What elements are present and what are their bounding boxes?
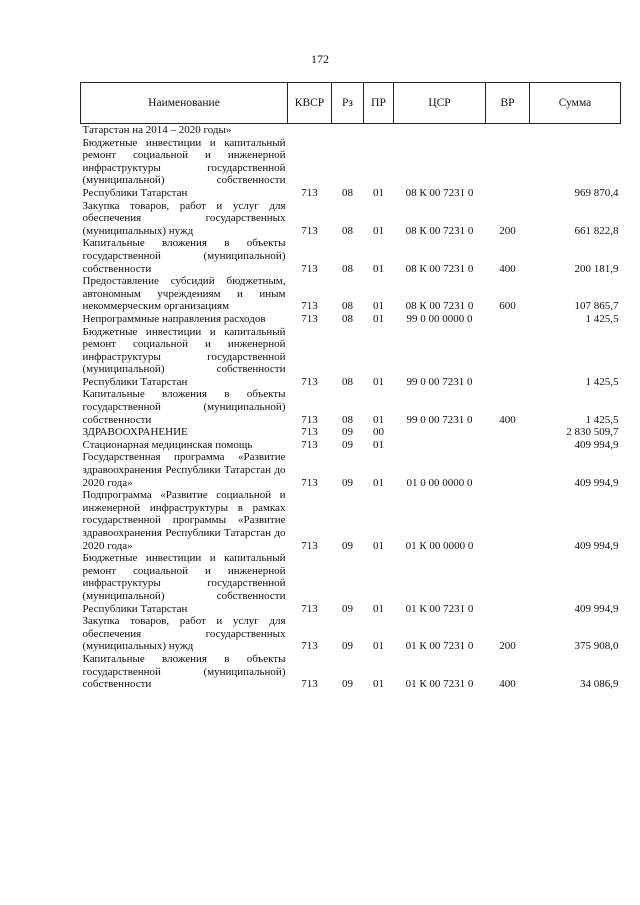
cell-rz: 08 bbox=[342, 300, 353, 313]
cell-kvsr: 713 bbox=[301, 438, 318, 451]
table-row bbox=[81, 124, 621, 137]
header-csr: ЦСР bbox=[394, 83, 486, 124]
table-row bbox=[81, 426, 621, 439]
cell-pr: 01 bbox=[373, 438, 384, 451]
cell-kvsr: 713 bbox=[301, 186, 318, 199]
cell-pr: 01 bbox=[373, 224, 384, 237]
header-rz: Рз bbox=[332, 83, 364, 124]
cell-csr: 01 К 00 7231 0 bbox=[405, 602, 474, 615]
cell-kvsr: 713 bbox=[301, 312, 318, 325]
cell-csr: 08 К 00 7231 0 bbox=[405, 300, 474, 313]
cell-kvsr: 713 bbox=[301, 262, 318, 275]
cell-csr: 99 0 00 7231 0 bbox=[406, 375, 473, 388]
cell-rz: 09 bbox=[342, 426, 353, 439]
cell-csr bbox=[394, 426, 486, 439]
cell-name: Закупка товаров, работ и услуг для обеспечения государственных (муниципальных) нужд bbox=[82, 199, 286, 237]
cell-rz: 08 bbox=[342, 224, 353, 237]
cell-name: Государственная программа «Развитие здравоохранения Республики Татарстан до 2020 года» bbox=[82, 451, 286, 489]
cell-name: Предоставление субсидий бюджетным, автономным учреждениям и иным некоммерческим организациям bbox=[82, 275, 286, 313]
cell-vr bbox=[486, 326, 530, 389]
cell-kvsr: 713 bbox=[301, 413, 318, 426]
cell-kvsr bbox=[288, 124, 332, 137]
cell-sum: 1 425,5 bbox=[585, 312, 619, 325]
cell-sum: 409 994,9 bbox=[574, 539, 619, 552]
cell-csr: 99 0 00 7231 0 bbox=[406, 413, 473, 426]
page-number: 172 bbox=[311, 52, 329, 66]
cell-sum: 200 181,9 bbox=[574, 262, 619, 275]
cell-name: Бюджетные инвестиции и капитальный ремонт социальной и инженерной инфраструктуры государственной (муниципальной) собственности Республики Татарстан bbox=[82, 136, 286, 199]
cell-vr: 400 bbox=[499, 678, 516, 691]
cell-csr: 08 К 00 7231 0 bbox=[405, 186, 474, 199]
cell-csr: 01 К 00 0000 0 bbox=[405, 539, 474, 552]
cell-pr: 01 bbox=[373, 413, 384, 426]
table-row bbox=[81, 388, 621, 426]
cell-pr: 01 bbox=[373, 375, 384, 388]
table-row bbox=[81, 439, 621, 452]
cell-sum: 409 994,9 bbox=[574, 438, 619, 451]
cell-csr: 01 К 00 7231 0 bbox=[405, 678, 474, 691]
cell-sum: 969 870,4 bbox=[574, 186, 619, 199]
cell-pr: 01 bbox=[373, 678, 384, 691]
cell-rz: 09 bbox=[342, 438, 353, 451]
cell-kvsr: 713 bbox=[301, 539, 318, 552]
cell-rz: 08 bbox=[342, 312, 353, 325]
table-header-row bbox=[81, 83, 621, 124]
cell-sum: 409 994,9 bbox=[574, 602, 619, 615]
cell-vr: 600 bbox=[499, 300, 516, 313]
cell-vr: 200 bbox=[499, 224, 516, 237]
cell-vr: 400 bbox=[499, 413, 516, 426]
cell-vr bbox=[486, 489, 530, 552]
cell-pr: 01 bbox=[373, 539, 384, 552]
cell-sum: 409 994,9 bbox=[574, 476, 619, 489]
cell-rz: 09 bbox=[342, 602, 353, 615]
cell-vr bbox=[486, 439, 530, 452]
header-name: Наименование bbox=[81, 83, 288, 124]
cell-kvsr: 713 bbox=[301, 426, 318, 439]
table-row bbox=[81, 275, 621, 313]
table-row bbox=[81, 326, 621, 389]
cell-sum: 661 822,8 bbox=[574, 224, 619, 237]
cell-name: Непрограммные направления расходов bbox=[82, 312, 266, 325]
cell-kvsr: 713 bbox=[301, 224, 318, 237]
cell-kvsr: 713 bbox=[301, 476, 318, 489]
cell-rz: 09 bbox=[342, 539, 353, 552]
cell-sum: 375 908,0 bbox=[574, 640, 619, 653]
cell-name: Татарстан на 2014 – 2020 годы» bbox=[82, 124, 232, 136]
cell-kvsr: 713 bbox=[301, 678, 318, 691]
cell-vr bbox=[486, 313, 530, 326]
table-row bbox=[81, 313, 621, 326]
cell-rz bbox=[332, 124, 364, 137]
cell-name: Бюджетные инвестиции и капитальный ремонт социальной и инженерной инфраструктуры государственной (муниципальной) собственности Республики Татарстан bbox=[82, 325, 286, 388]
cell-pr: 01 bbox=[373, 602, 384, 615]
cell-pr: 01 bbox=[373, 262, 384, 275]
cell-csr: 01 К 00 7231 0 bbox=[405, 640, 474, 653]
cell-rz: 09 bbox=[342, 640, 353, 653]
cell-sum: 1 425,5 bbox=[585, 413, 619, 426]
cell-name: Капитальные вложения в объекты государственной (муниципальной) собственности bbox=[82, 652, 286, 691]
cell-vr bbox=[486, 451, 530, 489]
cell-kvsr: 713 bbox=[301, 300, 318, 313]
cell-vr: 400 bbox=[499, 262, 516, 275]
cell-pr bbox=[364, 124, 394, 137]
table-row bbox=[81, 200, 621, 238]
cell-sum: 34 086,9 bbox=[580, 678, 619, 691]
table-row bbox=[81, 489, 621, 552]
cell-sum bbox=[530, 124, 621, 137]
table-row bbox=[81, 615, 621, 653]
cell-vr bbox=[486, 552, 530, 615]
cell-rz: 08 bbox=[342, 186, 353, 199]
cell-csr: 08 К 00 7231 0 bbox=[405, 224, 474, 237]
header-kvsr: КВСР bbox=[288, 83, 332, 124]
cell-pr: 01 bbox=[373, 186, 384, 199]
cell-pr: 01 bbox=[373, 476, 384, 489]
cell-kvsr: 713 bbox=[301, 602, 318, 615]
cell-pr: 01 bbox=[373, 312, 384, 325]
cell-csr bbox=[394, 439, 486, 452]
budget-table bbox=[80, 82, 621, 691]
cell-name: Капитальные вложения в объекты государственной (муниципальной) собственности bbox=[82, 388, 286, 426]
cell-vr bbox=[486, 426, 530, 439]
cell-name: ЗДРАВООХРАНЕНИЕ bbox=[82, 426, 188, 439]
header-pr: ПР bbox=[364, 83, 394, 124]
cell-vr: 200 bbox=[499, 640, 516, 653]
cell-pr: 01 bbox=[373, 640, 384, 653]
table-row bbox=[81, 653, 621, 691]
cell-pr: 00 bbox=[373, 426, 384, 439]
cell-rz: 09 bbox=[342, 678, 353, 691]
header-vr: ВР bbox=[486, 83, 530, 124]
cell-rz: 09 bbox=[342, 476, 353, 489]
cell-sum: 1 425,5 bbox=[585, 375, 619, 388]
cell-vr bbox=[486, 124, 530, 137]
table-row bbox=[81, 451, 621, 489]
cell-name: Закупка товаров, работ и услуг для обеспечения государственных (муниципальных) нужд bbox=[82, 615, 286, 653]
header-sum: Сумма bbox=[530, 83, 621, 124]
cell-kvsr: 713 bbox=[301, 640, 318, 653]
table-row bbox=[81, 137, 621, 200]
cell-pr: 01 bbox=[373, 300, 384, 313]
table-row bbox=[81, 237, 621, 275]
cell-kvsr: 713 bbox=[301, 375, 318, 388]
cell-name: Капитальные вложения в объекты государственной (муниципальной) собственности bbox=[82, 237, 286, 275]
cell-csr: 08 К 00 7231 0 bbox=[405, 262, 474, 275]
cell-name: Бюджетные инвестиции и капитальный ремонт социальной и инженерной инфраструктуры государственной (муниципальной) собственности Республики Татарстан bbox=[82, 552, 286, 615]
cell-rz: 08 bbox=[342, 262, 353, 275]
cell-csr: 99 0 00 0000 0 bbox=[406, 312, 473, 325]
cell-csr bbox=[394, 124, 486, 137]
cell-name: Подпрограмма «Развитие социальной и инженерной инфраструктуры в рамках государственной программы «Развитие здравоохранения Республики Татарстан до 2020 года» bbox=[82, 489, 286, 552]
cell-rz: 08 bbox=[342, 413, 353, 426]
cell-name: Стационарная медицинская помощь bbox=[82, 438, 253, 451]
cell-sum: 2 830 509,7 bbox=[566, 426, 619, 439]
cell-vr bbox=[486, 137, 530, 200]
cell-csr: 01 0 00 0000 0 bbox=[406, 476, 473, 489]
table-row bbox=[81, 552, 621, 615]
cell-rz: 08 bbox=[342, 375, 353, 388]
cell-sum: 107 865,7 bbox=[574, 300, 619, 313]
